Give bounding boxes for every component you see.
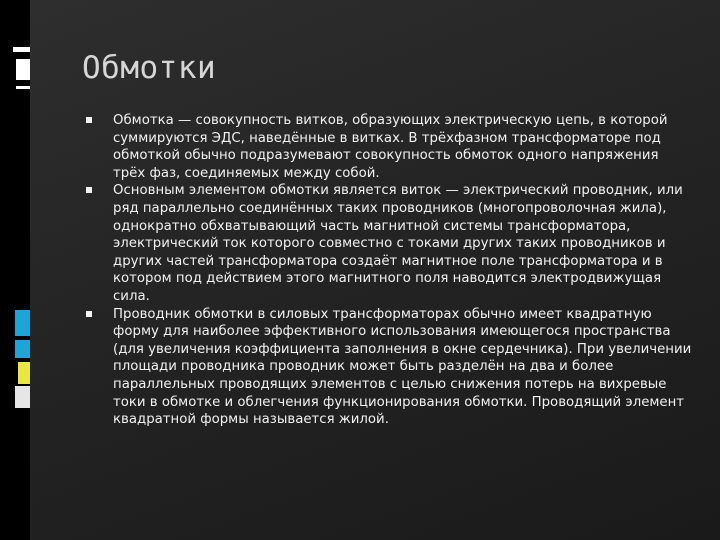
bullet-square-icon [86,311,92,317]
bullet-text: Проводник обмотки в силовых трансформаторах обычно имеет квадратную форму для наиболее эффективного использования имеющегося пространства (для увеличения коэффициента заполнения в окне сердечника). При увеличении площади проводника проводник может быть разделён на два и более параллельных проводящих элементов с целью снижения потерь на вихревые токи в обмотке и облегчения функционирования обмотки. Проводящий элемент квадратной формы называется жилой. [113,306,692,428]
decorative-strip-white [15,386,30,408]
decorative-bar [13,47,30,52]
decorative-bar [16,59,30,80]
slide-title: Обмотки [82,50,217,86]
bullet-item [113,182,693,305]
bullet-list [113,112,693,429]
decorative-strip-blue [15,340,30,358]
bullet-text: Обмотка — совокупность витков, образующих электрическую цепь, в которой суммируются ЭДС, наведённые в витках. В трёхфазном трансформаторе под обмоткой обычно подразумевают совокупность обмоток одного напряжения трёх фаз, соединяемых между собой. [113,113,668,181]
decorative-strip-blue [15,310,30,336]
bullet-square-icon [86,187,92,193]
bullet-item [113,306,693,429]
bullet-item [113,112,693,182]
bullet-text: Основным элементом обмотки является виток — электрический проводник, или ряд параллельно соединённых таких проводников (многопроволочная жила), однократно обхватывающий часть магнитной системы трансформатора, электрический ток которого совместно с токами других таких проводников и других частей трансформатора создаёт магнитное поле трансформатора и в котором под действием этого магнитного поля наводится электродвижущая сила. [113,183,683,304]
decorative-strip-yellow [18,362,30,384]
bullet-square-icon [86,117,92,123]
decorative-bar [16,86,30,89]
